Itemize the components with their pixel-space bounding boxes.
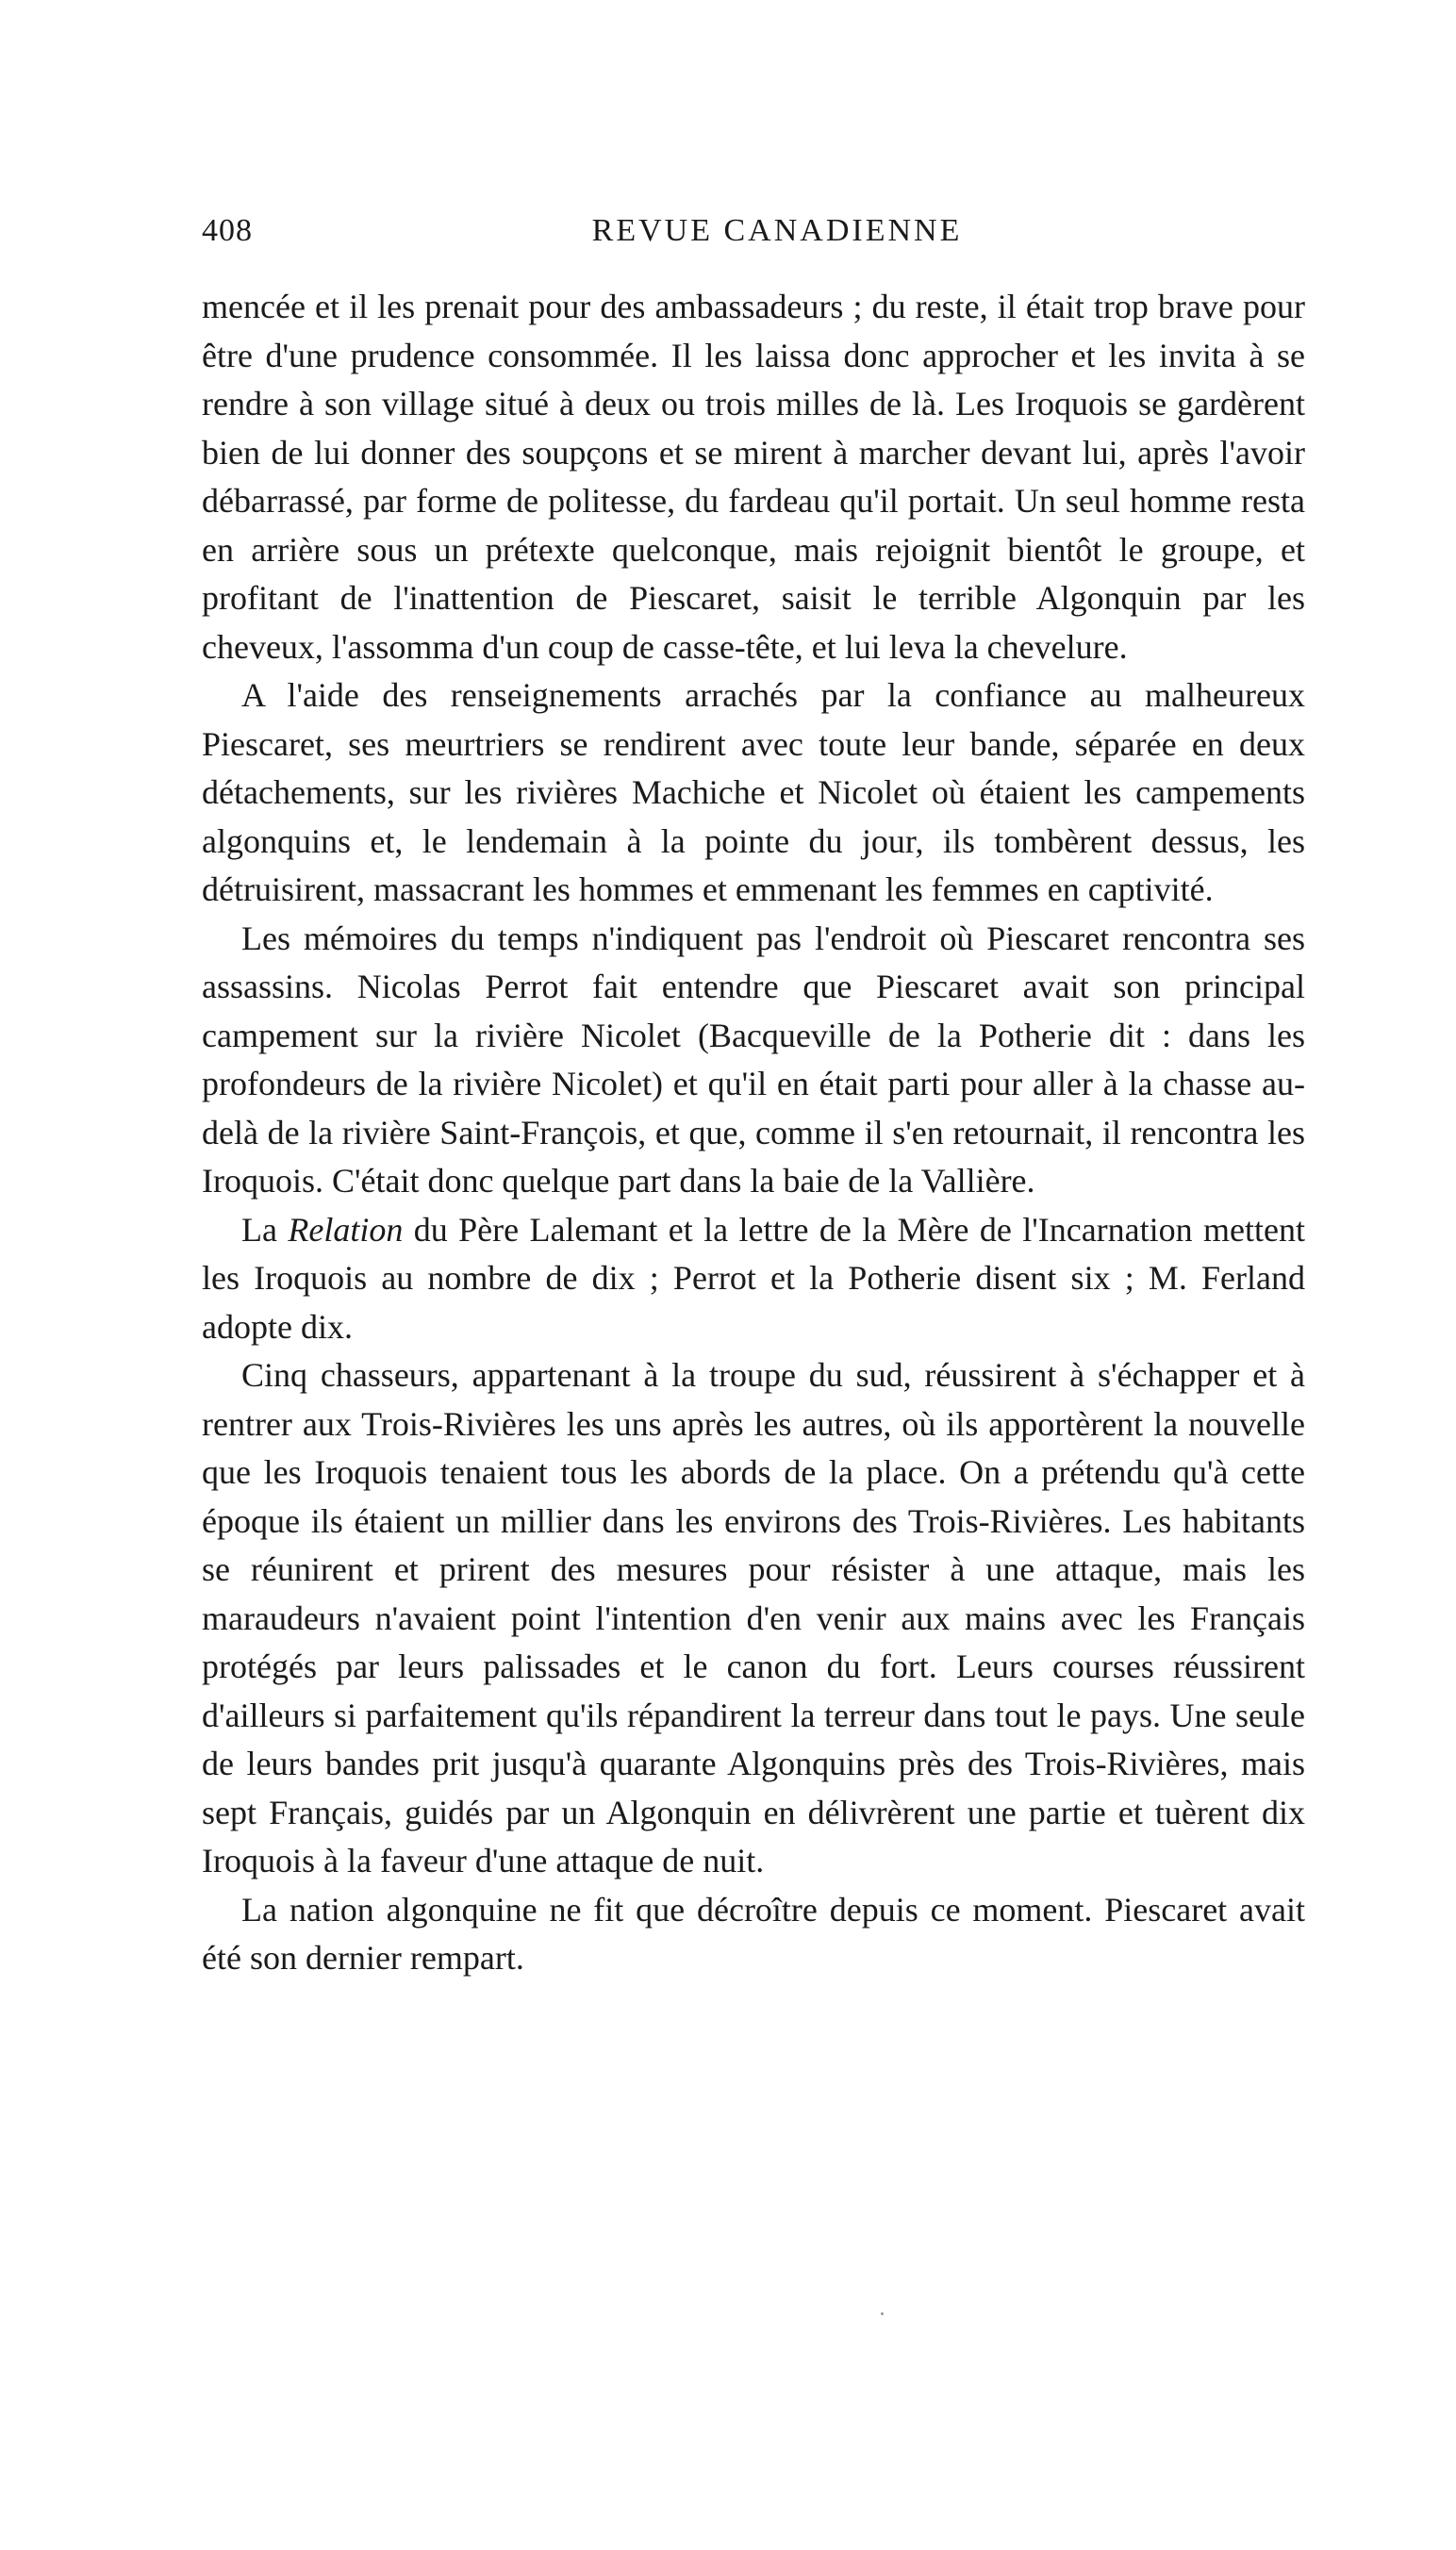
paragraph-4: [202, 1206, 1305, 1352]
paragraph-3: Les mémoires du temps n'indiquent pas l'endroit où Piescaret rencontra ses assassins. Nicolas Perrot fait entendre que Piescaret avait son principal campement sur la rivière Nicolet (Bacqueville de la Potherie dit : dans les profondeurs de la rivière Nicolet) et qu'il en était parti pour aller à la chasse au-delà de la rivière Saint-François, et que, comme il s'en retournait, il rencontra les Iroquois. C'était donc quelque part dans la baie de la Vallière.: [202, 919, 1305, 1200]
paragraph-4-prefix: La: [241, 1210, 289, 1249]
journal-title: REVUE CANADIENNE: [591, 213, 963, 248]
body-text: [202, 283, 1305, 1983]
relation-italic-title: Relation: [288, 1210, 404, 1249]
paragraph-1: mencée et il les prenait pour des ambassadeurs ; du reste, il était trop brave pour être d'une prudence consommée. Il les laissa donc approcher et les invita à se rendre à son village situé à deux ou trois milles de là. Les Iroquois se gardèrent bien de lui donner des soupçons et se mirent à marcher devant lui, après l'avoir débarrassé, par forme de politesse, du fardeau qu'il portait. Un seul homme resta en arrière sous un prétexte quelconque, mais rejoignit bientôt le groupe, et profitant de l'inattention de Piescaret, saisit le terrible Algonquin par les cheveux, l'assomma d'un coup de casse-tête, et lui leva la chevelure.: [202, 288, 1305, 666]
paragraph-4-text: du Père Lalemant et la lettre de la Mère de l'Incarnation mettent les Iroquois au nombre de dix ; Perrot et la Potherie disent six ; M. Ferland adopte dix.: [202, 1210, 1306, 1346]
print-speck: [881, 2312, 884, 2315]
paragraph-6: La nation algonquine ne fit que décroître depuis ce moment. Piescaret avait été son dernier rempart.: [202, 1890, 1305, 1977]
running-header: [202, 213, 1315, 255]
paragraph-2: A l'aide des renseignements arrachés par la confiance au malheureux Piescaret, ses meurtriers se rendirent avec toute leur bande, séparée en deux détachements, sur les rivières Machiche et Nicolet où étaient les campements algonquins et, le lendemain à la pointe du jour, ils tombèrent dessus, les détruisirent, massacrant les hommes et emmenant les femmes en captivité.: [202, 676, 1305, 908]
paragraph-5: Cinq chasseurs, appartenant à la troupe du sud, réussirent à s'échapper et à rentrer aux Trois-Rivières les uns après les autres, où ils apportèrent la nouvelle que les Iroquois tenaient tous les abords de la place. On a prétendu qu'à cette époque ils étaient un millier dans les environs des Trois-Rivières. Les habitants se réunirent et prirent des mesures pour résister à une attaque, mais les maraudeurs n'avaient point l'intention d'en venir aux mains avec les Français protégés par leurs palissades et le canon du fort. Leurs courses réussirent d'ailleurs si parfaitement qu'ils répandirent la terreur dans tout le pays. Une seule de leurs bandes prit jusqu'à quarante Algonquins près des Trois-Rivières, mais sept Français, guidés par un Algonquin en délivrèrent une partie et tuèrent dix Iroquois à la faveur d'une attaque de nuit.: [202, 1356, 1305, 1879]
page-number: 408: [202, 213, 253, 248]
